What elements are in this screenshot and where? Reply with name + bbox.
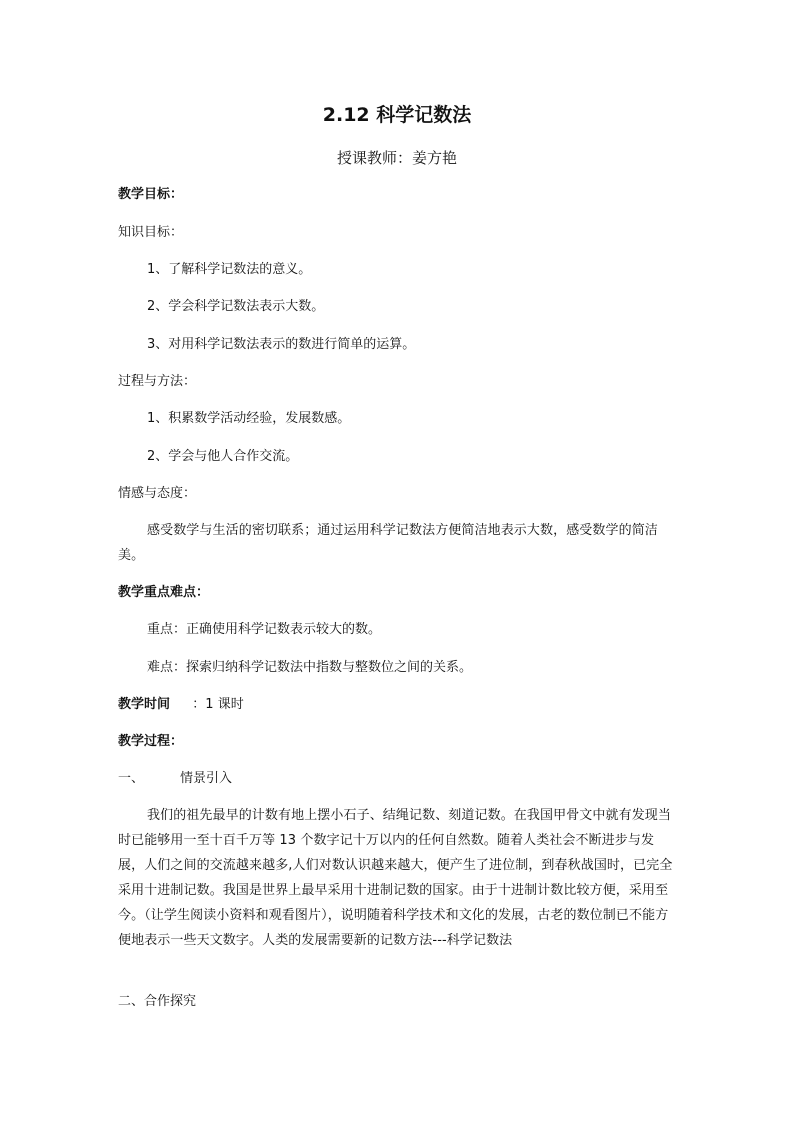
process-method-heading: 过程与方法： — [118, 374, 197, 389]
teaching-time — [118, 697, 244, 713]
process-item: 1、积累数学活动经验，发展数感。 — [147, 411, 351, 426]
section-1-text: 我们的祖先最早的计数有地上摆小石子、结绳记数、刻道记数。在我国甲骨文中就有发现当时已能够用一至十百千万等 13 个数字记十万以内的任何自然数。随着人类社会不断进步与发展，人们之间的交流越来越多,人们对数认识越来越大，便产生了进位制，到春秋战国时，已完全采用十进制记数。我国是世界上最早采用十进制记数的国家。由于十进制计数比较方便，采用至今。（让学生阅读小资料和观看图片），说明随着科学技术和文化的发展，古老的数位制已不能方便地表示一些天文数字。人类的发展需要新的记数方法---科学记数法 — [118, 808, 673, 948]
teaching-time-label: 教学时间 — [118, 697, 171, 712]
key-points-heading: 教学重点难点： — [118, 585, 210, 600]
objectives-heading: 教学目标： — [118, 187, 184, 202]
knowledge-heading: 知识目标： — [118, 225, 184, 240]
emotion-text: 感受数学与生活的密切联系；通过运用科学记数法方便简洁地表示大数，感受数学的简洁美。 — [118, 523, 658, 563]
knowledge-item: 2、学会科学记数法表示大数。 — [147, 299, 325, 314]
teaching-process-heading: 教学过程： — [118, 734, 184, 749]
difficulty-point: 难点：探索归纳科学记数法中指数与整数位之间的关系。 — [147, 660, 473, 675]
section-1-heading — [118, 771, 232, 787]
focus-point: 重点：正确使用科学记数表示较大的数。 — [147, 622, 382, 637]
section-1-number: 一、 — [118, 771, 145, 786]
document-title: 2.12 科学记数法 — [322, 104, 472, 126]
teaching-time-value: ：1 课时 — [192, 697, 244, 712]
process-item: 2、学会与他人合作交流。 — [147, 449, 299, 464]
knowledge-item: 1、了解科学记数法的意义。 — [147, 262, 312, 277]
section-2-heading: 二、合作探究 — [118, 994, 197, 1009]
teacher-line: 授课教师：姜方艳 — [336, 149, 457, 167]
section-1-title: 情景引入 — [180, 771, 233, 786]
knowledge-item: 3、对用科学记数法表示的数进行简单的运算。 — [147, 337, 416, 352]
emotion-heading: 情感与态度： — [118, 486, 197, 501]
